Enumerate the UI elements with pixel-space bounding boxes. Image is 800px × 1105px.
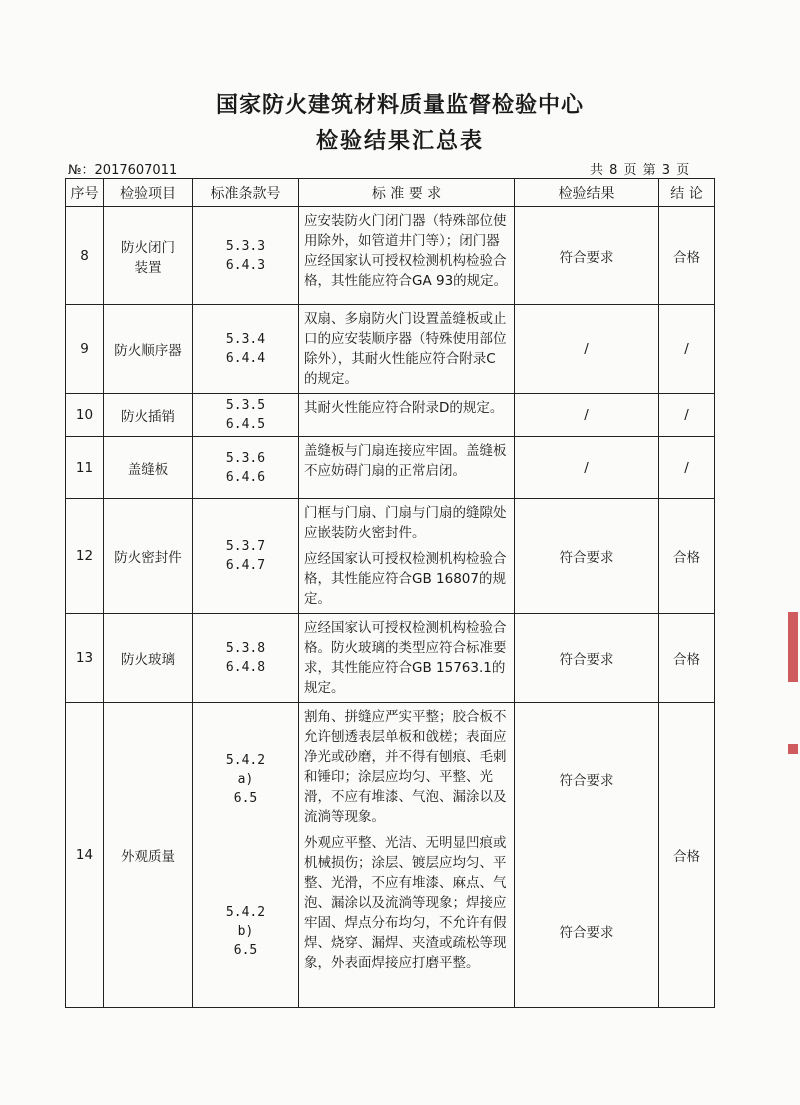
table-row [66,305,715,394]
row-conclusion: / [659,437,715,499]
row-requirement [299,703,515,1008]
clause: 5.4.2 [225,752,266,768]
clause: 6.5 [233,942,258,958]
results-table [65,178,715,1008]
row-requirement [299,437,515,499]
table-row [66,394,715,437]
requirement-text: 其耐火性能应符合附录D的规定。 [304,400,504,416]
result-a: 符合要求 [559,773,614,789]
row-clauses [193,614,299,703]
row-item: 防火闭门装置 [104,207,193,305]
requirement-text: 应安装防火门闭门器（特殊部位使用除外，如管道井门等）；闭门器应经国家认可授权检测机构检验合格，其性能应符合GA 93的规定。 [304,213,508,289]
result-b: 符合要求 [559,925,614,941]
col-header-result: 检验结果 [515,179,659,207]
row-conclusion: 合格 [659,207,715,305]
clause: 5.3.4 [225,332,266,347]
clause: 6.4.7 [225,558,266,573]
clause: 6.4.3 [225,257,266,273]
requirement-text: 盖缝板与门扇连接应牢固。盖缝板不应妨碍门扇的正常启闭。 [304,443,507,479]
row-requirement [299,394,515,437]
table-row [66,499,715,614]
page-indicator: 共 8 页 第 3 页 [590,163,691,178]
row-item: 防火插销 [104,394,193,437]
clause: 6.4.8 [225,660,266,675]
row-conclusion: 合格 [659,703,715,1008]
row-number: 12 [66,499,104,614]
row-item: 盖缝板 [104,437,193,499]
row-result: 符合要求 [515,614,659,703]
row-clauses [193,437,299,499]
row-clauses [193,703,299,1008]
row-conclusion: / [659,394,715,437]
col-header-clause: 标准条款号 [193,179,299,207]
clause: 6.5 [233,790,258,806]
clause: 6.4.5 [225,417,266,432]
row-item: 外观质量 [104,703,193,1008]
row-number: 10 [66,394,104,437]
row-result [515,703,659,1008]
col-header-no: 序号 [66,179,104,207]
clause-group-b [193,855,298,1007]
row-requirement [299,207,515,305]
row-clauses [193,207,299,305]
row-number: 14 [66,703,104,1008]
row-result: / [515,394,659,437]
report-number: №：2017607011 [68,163,178,178]
row-requirement [299,614,515,703]
org-title: 国家防火建筑材料质量监督检验中心 [215,93,584,118]
seal-mark [788,744,798,754]
requirement-text: 门框与门扇、门扇与门扇的缝隙处应嵌装防火密封件。 [304,505,507,541]
requirement-text: 割角、拼缝应严实平整；胶合板不允许刨透表层单板和戗槎；表面应净光或砂磨，并不得有刨痕、毛刺和锤印；涂层应均匀、平整、光滑，不应有堆漆、气泡、漏涂以及流淌等现象。 [304,709,507,825]
row-requirement [299,499,515,614]
row-result: 符合要求 [515,207,659,305]
table-row [66,207,715,305]
row-result: / [515,437,659,499]
table-header-row [66,179,715,207]
clause: 5.3.6 [225,450,266,466]
requirement-text: 外观应平整、光洁、无明显凹痕或机械损伤；涂层、镀层应均匀、平整、光滑，不应有堆漆、麻点、气泡、漏涂以及流淌等现象；焊接应牢固、焊点分布均匀，不允许有假焊、烧穿、漏焊、夹渣或疏松等现象，外表面焊接应打磨平整。 [304,835,507,971]
table-row [66,703,715,1008]
clause: 5.4.2 [225,904,266,920]
col-header-requirement: 标 准 要 求 [299,179,515,207]
row-item: 防火玻璃 [104,614,193,703]
clause: 6.4.6 [225,469,266,485]
row-result: 符合要求 [515,499,659,614]
clause: 5.3.8 [225,641,266,656]
clause: 5.3.3 [225,238,266,254]
row-conclusion: 合格 [659,614,715,703]
row-item: 防火顺序器 [104,305,193,394]
col-header-item: 检验项目 [104,179,193,207]
row-number: 13 [66,614,104,703]
row-result: / [515,305,659,394]
requirement-text: 双扇、多扇防火门设置盖缝板或止口的应安装顺序器（特殊使用部位除外），其耐火性能应符合附录C的规定。 [304,311,507,387]
row-conclusion: / [659,305,715,394]
clause: a) [237,771,254,787]
requirement-text: 应经国家认可授权检测机构检验合格。防火玻璃的类型应符合标准要求，其性能应符合GB 15763.1的规定。 [304,620,507,696]
table-row [66,614,715,703]
row-clauses [193,499,299,614]
row-number: 8 [66,207,104,305]
row-number: 11 [66,437,104,499]
row-item: 防火密封件 [104,499,193,614]
row-clauses [193,305,299,394]
col-header-conclusion: 结 论 [659,179,715,207]
row-conclusion: 合格 [659,499,715,614]
clause-group-a [193,703,298,855]
clause: b) [237,923,254,939]
clause: 6.4.4 [225,351,266,366]
seal-mark [788,612,798,682]
row-requirement [299,305,515,394]
row-clauses [193,394,299,437]
row-number: 9 [66,305,104,394]
requirement-text: 应经国家认可授权检测机构检验合格，其性能应符合GB 16807的规定。 [304,551,507,607]
doc-title: 检验结果汇总表 [315,129,484,154]
table-row [66,437,715,499]
clause: 5.3.5 [225,398,266,413]
clause: 5.3.7 [225,539,266,554]
